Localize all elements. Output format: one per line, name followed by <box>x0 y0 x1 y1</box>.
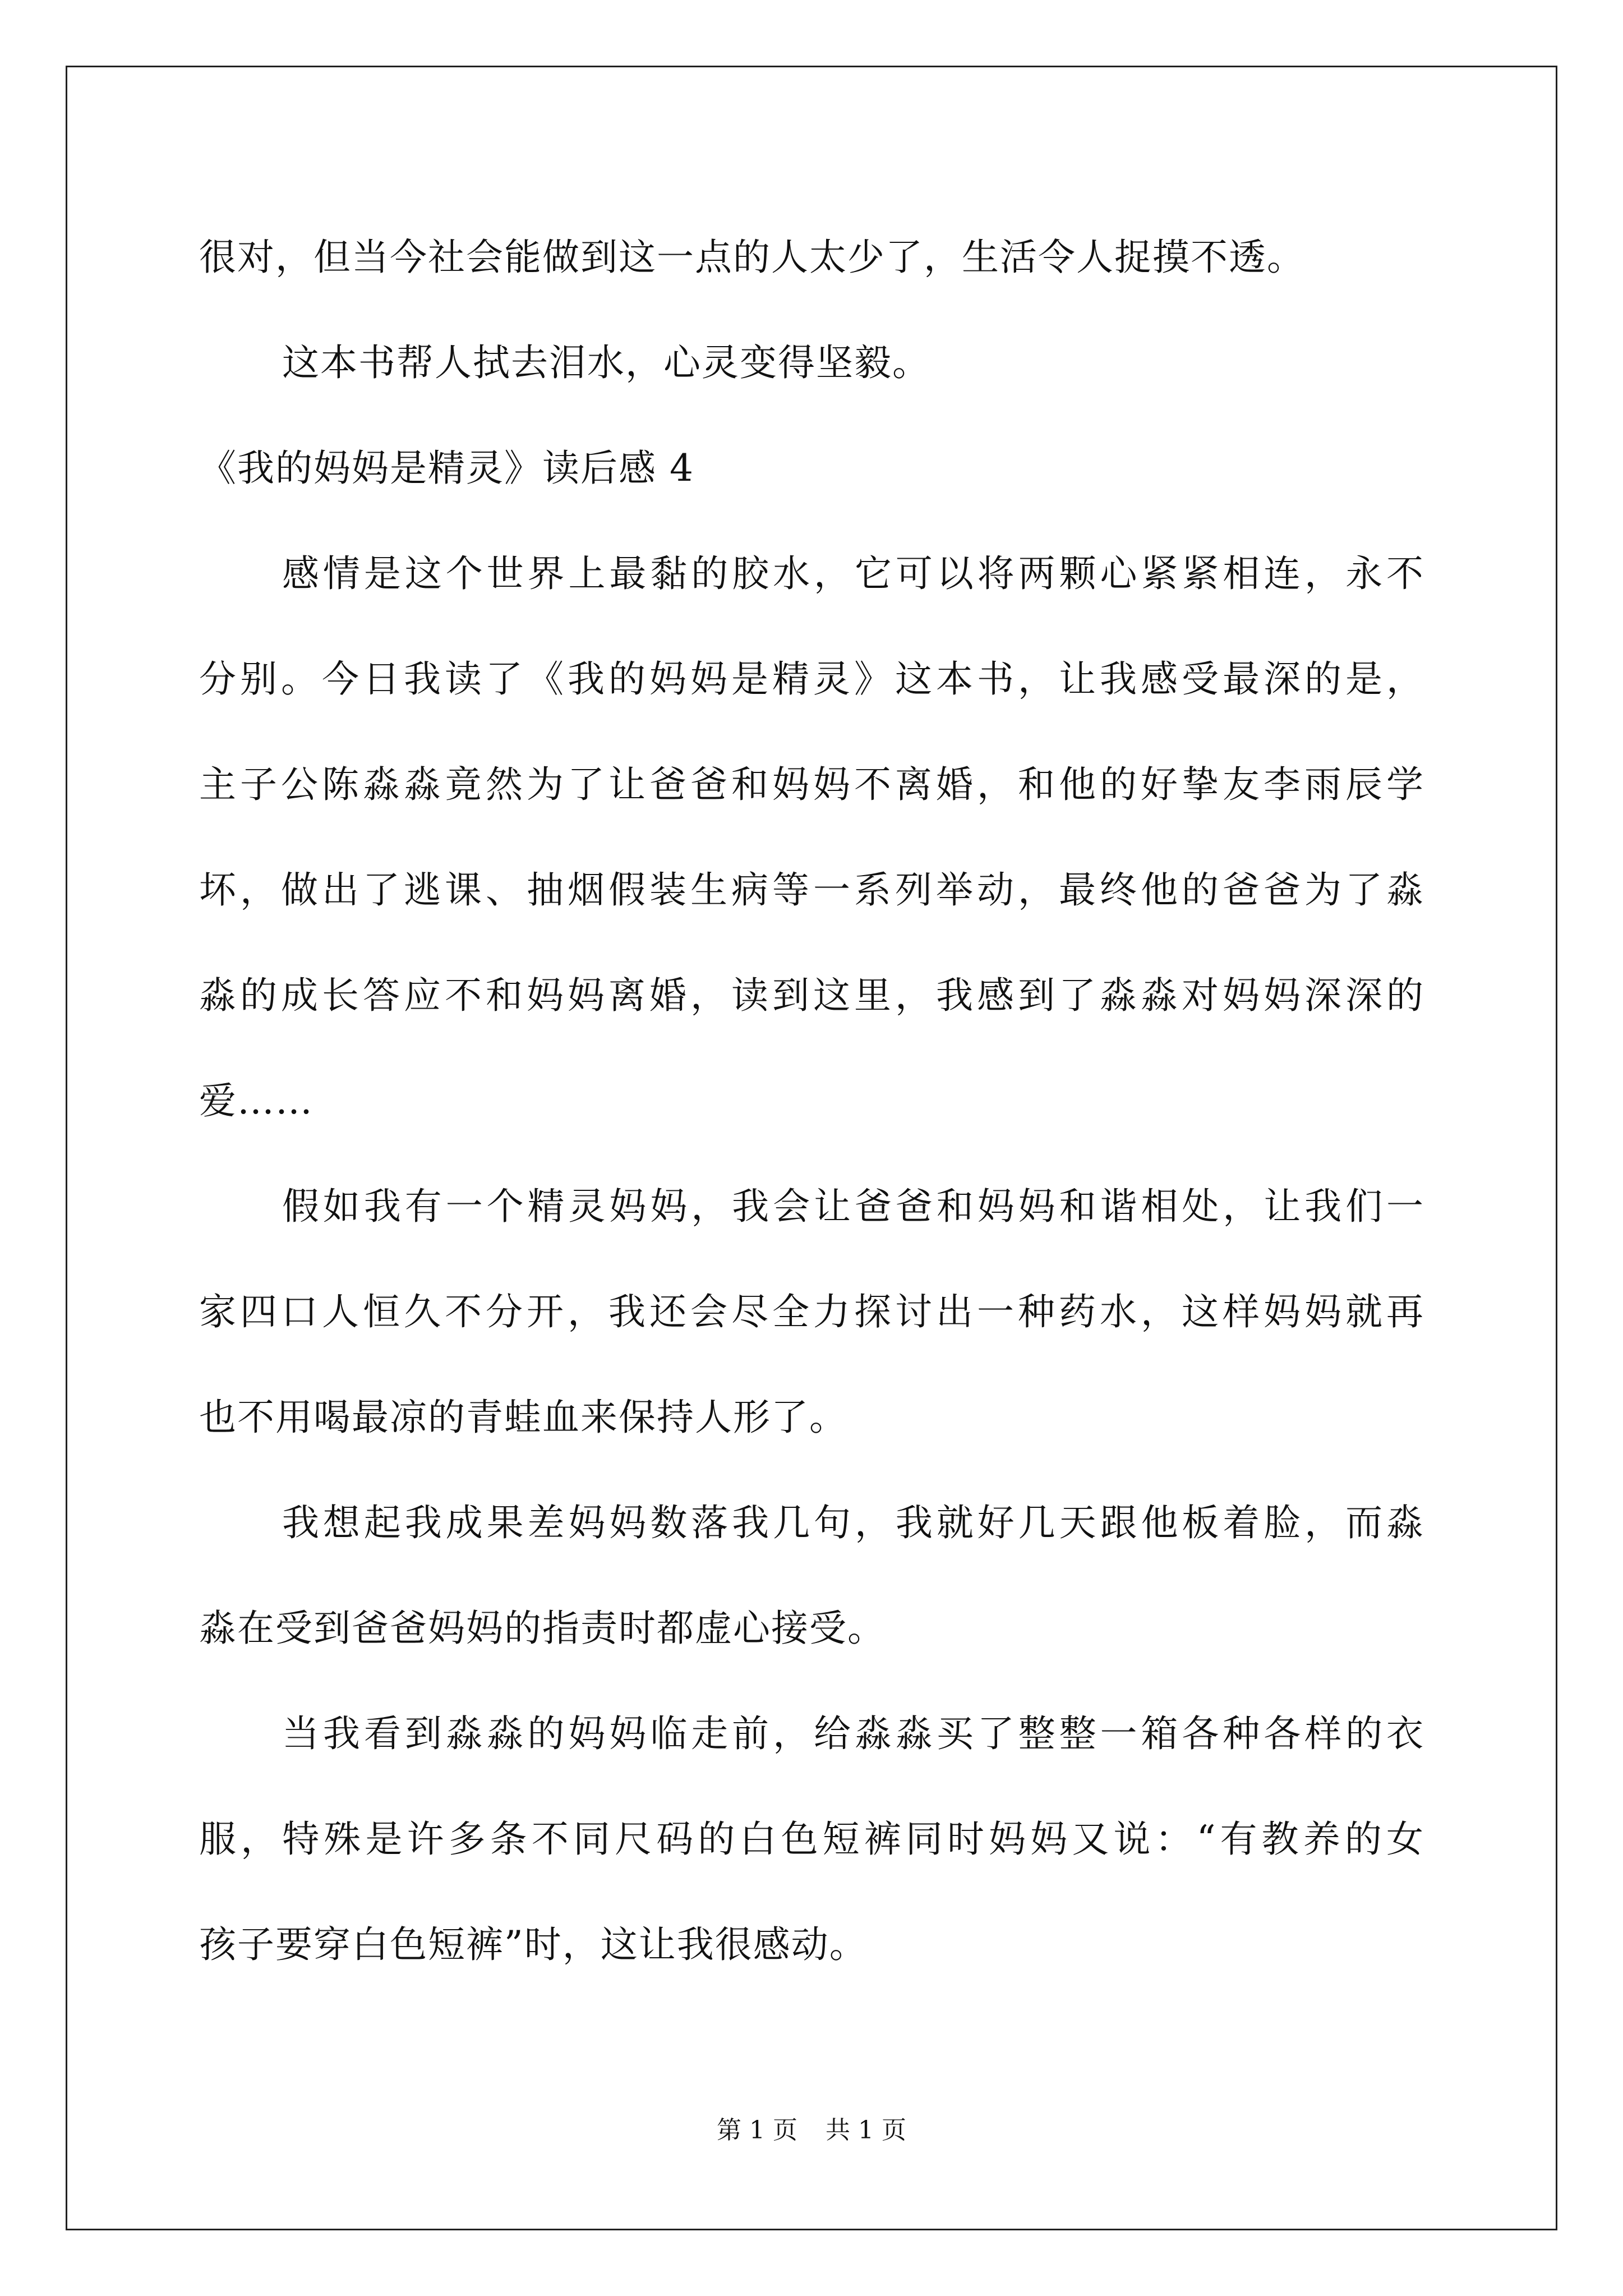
text-line: 当我看到淼淼的妈妈临走前，给淼淼买了整整一箱各种各样的衣 <box>282 1712 1424 1755</box>
text-line: 我想起我成果差妈妈数落我几句，我就好几天跟他板着脸，而淼 <box>282 1501 1424 1544</box>
text-line: 家四口人恒久不分开，我还会尽全力探讨出一种药水，这样妈妈就再 <box>199 1290 1424 1333</box>
text-line: 淼在受到爸爸妈妈的指责时都虚心接受。 <box>199 1607 886 1650</box>
text-line: 主子公陈淼淼竟然为了让爸爸和妈妈不离婚，和他的好挚友李雨辰学 <box>199 763 1424 806</box>
text-line: 服，特殊是许多条不同尺码的白色短裤同时妈妈又说：“有教养的女 <box>199 1818 1424 1861</box>
text-line: 这本书帮人拭去泪水，心灵变得坚毅。 <box>282 341 930 384</box>
text-line: 假如我有一个精灵妈妈，我会让爸爸和妈妈和谐相处，让我们一 <box>282 1185 1424 1228</box>
text-line: 分别。今日我读了《我的妈妈是精灵》这本书，让我感受最深的是， <box>199 657 1424 701</box>
text-line: 也不用喝最凉的青蛙血来保持人形了。 <box>199 1396 847 1439</box>
text-line: 感情是这个世界上最黏的胶水，它可以将两颗心紧紧相连，永不 <box>282 552 1424 595</box>
text-line: 淼的成长答应不和妈妈离婚，读到这里，我感到了淼淼对妈妈深深的 <box>199 974 1424 1017</box>
section-heading: 《我的妈妈是精灵》读后感 4 <box>199 447 694 490</box>
page-footer <box>0 2114 1623 2147</box>
page-total: 共 1 页 <box>826 2116 906 2145</box>
document-body <box>199 205 1424 1998</box>
page-number: 第 1 页 <box>717 2116 797 2145</box>
text-line: 很对，但当今社会能做到这一点的人太少了，生活令人捉摸不透。 <box>199 236 1305 279</box>
text-line: 坏，做出了逃课、抽烟假装生病等一系列举动，最终他的爸爸为了淼 <box>199 868 1424 912</box>
text-line: 孩子要穿白色短裤”时，这让我很感动。 <box>199 1923 868 1966</box>
text-line: 爱…… <box>199 1079 313 1122</box>
